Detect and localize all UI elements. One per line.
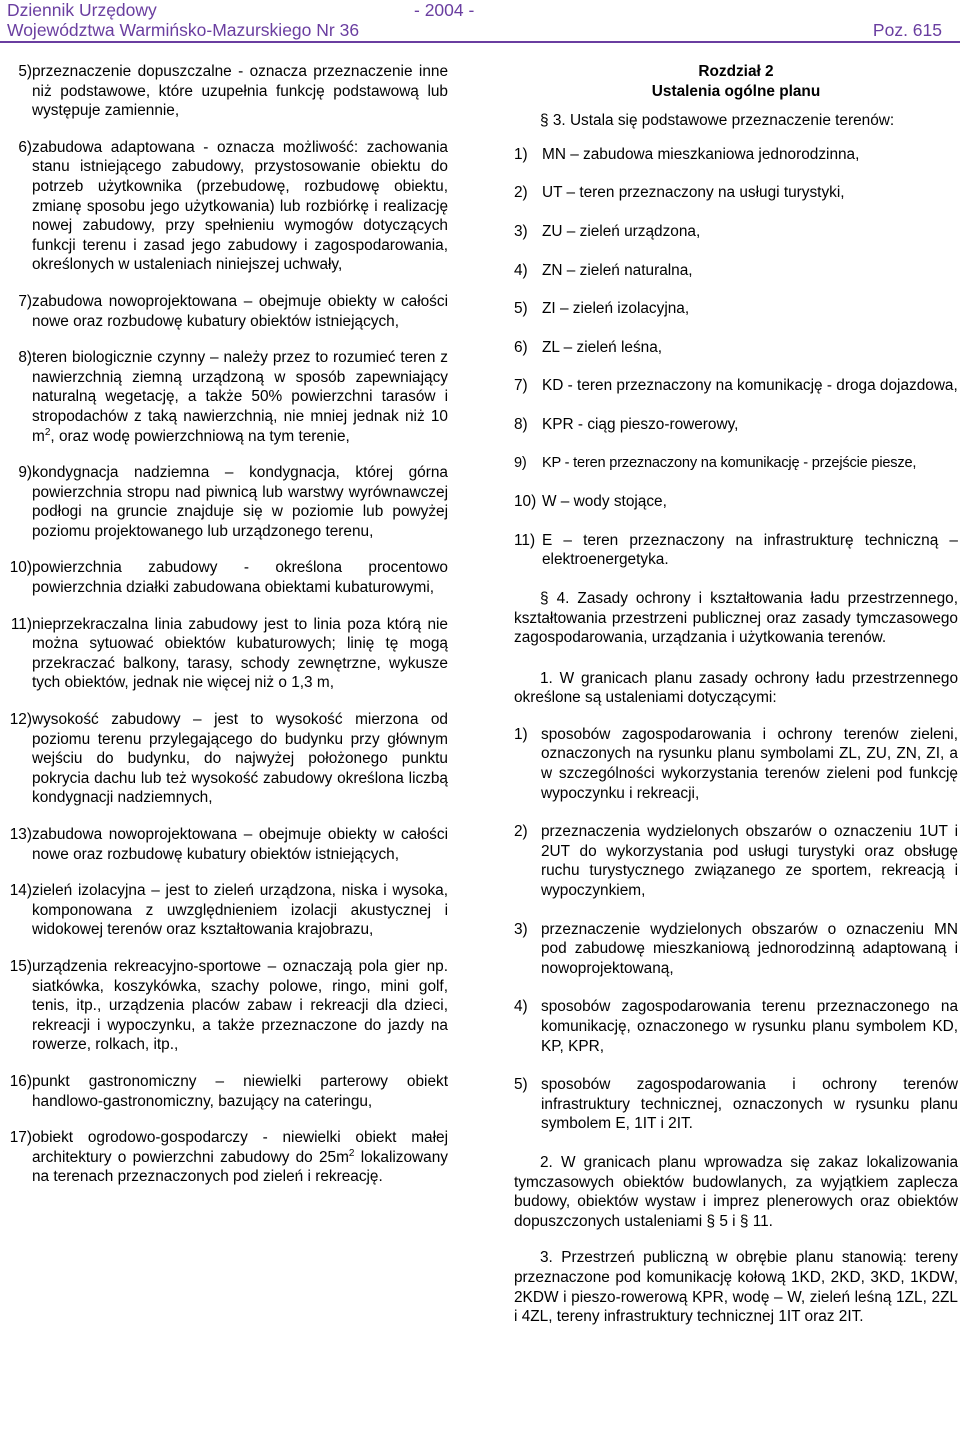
land-use-item: 10) W – wody stojące, (514, 493, 667, 511)
definition-item: 14) zieleń izolacyjna – jest to zieleń urządzona, niska i wysoka, komponowana z uwzględnieniem izolacji akustycznej i widokowej terenów oraz kształtowania krajobrazu, (9, 882, 448, 939)
header-rule (0, 41, 960, 43)
land-use-item: 3) ZU – zieleń urządzona, (514, 222, 701, 240)
rule-item: 1) sposobów zagospodarowania i ochrony terenów zieleni, oznaczonych na rysunku planu symbolami ZL, ZU, ZN, ZI, a w szczególności wykorzystania terenów zieleni pod funkcję wypoczynku i rekreacji, (514, 725, 958, 802)
rule-item: 3) przeznaczenie wydzielonych obszarów o oznaczeniu MN pod zabudowę mieszkaniową jednorodzinną adaptowaną i nowoprojektowaną, (514, 920, 958, 977)
left-column (9, 62, 448, 1204)
rule-item: 4) sposobów zagospodarowania terenu przeznaczonego na komunikację, oznaczonego w rysunku planu symbolem KD, KP, KPR, (514, 998, 958, 1055)
paragraph-4: § 4. Zasady ochrony i kształtowania ładu przestrzennego, kształtowania przestrzeni publicznej oraz zasady tymczasowego zagospodarowania, urządzania i użytkowania terenów. (514, 589, 958, 647)
right-column (514, 62, 958, 1341)
definition-item: 6) zabudowa adaptowana - oznacza możliwość: zachowania stanu istniejącego zabudowy, przystosowanie obiektu do potrzeb użytkownika (przebudowę, rozbudowę obiektu, zmianę sposobu jego użytkowania) lub rozbiórkę i realizację nowej zabudowy, przy spełnieniu wymogów dotyczących funkcji terenu i zasad jego zabudowy i zagospodarowania, określonych w ustaleniach niniejszej uchwały, (18, 138, 448, 274)
definition-item: 8) teren biologicznie czynny – należy przez to rozumieć teren z nawierzchnią ziemną urządzoną w sposób zapewniający naturalną wegetację, a także 50% powierzchni tarasów i stropodachów z taką nawierzchnią, nie mniej jednak niż 10 $m^2$, oraz wodę powierzchniową na tym terenie, (18, 349, 448, 445)
journal-title: Dziennik Urzędowy (7, 0, 157, 20)
definition-item: 9) kondygnacja nadziemna – kondygnacja, której górna powierzchnia stropu nad piwnicą lub warstwy wyrównawczej podłogi na gruncie znajduje się w poziomie lub powyżej poziomu projektowanego lub urządzonego terenu, (18, 464, 448, 540)
definition-item: 15) urządzenia rekreacyjno-sportowe – oznaczają pola gier np. siatkówka, koszykówka, szachy polowe, ringo, mini golf, tenis, itp., urządzenia placów zabaw i rekreacji dla dzieci, rekreacji i wypoczynku, a także przeznaczone do jazdy na rowerze, rolkach, itp., (9, 957, 448, 1054)
definition-item: 5) przeznaczenie dopuszczalne - oznacza przeznaczenie inne niż podstawowe, które uzupełnia funkcję podstawową lub występuje zamiennie, (18, 63, 448, 120)
definition-item: 13) zabudowa nowoprojektowana – obejmuje obiekty w całości nowe oraz rozbudowę kubatury obiektów istniejących, (9, 826, 448, 863)
land-use-item: 1) MN – zabudowa mieszkaniowa jednorodzinna, (514, 145, 860, 163)
definition-item: 10) powierzchnia zabudowy - określona procentowo powierzchnia działki zabudowana obiektami kubaturowymi, (9, 559, 448, 597)
land-use-item: 8) KPR - ciąg pieszo-rowerowy, (514, 415, 739, 433)
land-use-item: 11) E – teren przeznaczony na infrastrukturę techniczną – elektroenergetyka. (514, 531, 958, 569)
land-use-item: 9) KP - teren przeznaczony na komunikację - przejście piesze, (514, 454, 917, 471)
chapter-number: Rozdział 2 (698, 63, 774, 80)
paragraph-4-3: 3. Przestrzeń publiczną w obrębie planu stanowią: tereny przeznaczone pod komunikację kołową 1KD, 2KD, 3KD, 1KDW, 2KDW i pieszo-rowerową KPR, wodę – W, zieleń leśną 1ZL, 2ZL i 4ZL, tereny infrastruktury technicznej 1IT oraz 2IT. (514, 1249, 958, 1326)
definition-item: 17) obiekt ogrodowo-gospodarczy - niewielki obiekt małej architektury o powierzchni zabudowy do $25m^2$ lokalizowany na terenach przeznaczonych pod zieleń i rekreację. (9, 1129, 448, 1186)
land-use-item: 5) ZI – zieleń izolacyjna, (514, 300, 690, 318)
definition-item: 7) zabudowa nowoprojektowana – obejmuje obiekty w całości nowe oraz rozbudowę kubatury obiektów istniejących, (18, 292, 448, 330)
journal-subtitle: Województwa Warmińsko-Mazurskiego Nr 36 (7, 20, 360, 40)
paragraph-4-1: 1. W granicach planu zasady ochrony ładu przestrzennego określone są ustaleniami dotyczącymi: (514, 669, 958, 707)
paragraph-4-2: 2. W granicach planu wprowadza się zakaz lokalizowania tymczasowych obiektów budowlanych, za wyjątkiem zaplecza budowy, obiektów wystaw i imprez plenerowych oraz obiektów dopuszczonych ustaleniami § 5 i § 11. (514, 1153, 958, 1230)
paragraph-3: § 3. Ustala się podstawowe przeznaczenie terenów: (540, 112, 895, 130)
position-number: Poz. 615 (872, 20, 942, 40)
definition-item: 16) punkt gastronomiczny – niewielki parterowy obiekt handlowo-gastronomiczny, bazujący na cateringu, (9, 1072, 448, 1110)
definition-item: 11) nieprzekraczalna linia zabudowy jest to linia poza którą nie można sytuować obiektów kubaturowych; linię tę mogą przekraczać balkony, tarasy, schody zewnętrzne, wykusze tych obiektów, jednak nie więcej niż o 1,3 m, (10, 615, 448, 692)
rule-item: 5) sposobów zagospodarowania i ochrony terenów infrastruktury technicznej, oznaczonych w rysunku planu symbolem E, 1IT i 2IT. (514, 1076, 958, 1133)
land-use-item: 7) KD - teren przeznaczony na komunikację - droga dojazdowa, (514, 377, 958, 395)
definition-item: 12) wysokość zabudowy – jest to wysokość mierzona od poziomu terenu przylegającego do budynku przy głównym wejściu do budynku, do najwyżej położonego punktu pokrycia dachu lub też wysokość zabudowy określona liczbą kondygnacji nadziemnych, (9, 711, 448, 807)
land-use-item: 6) ZL – zieleń leśna, (514, 338, 663, 356)
land-use-item: 2) UT – teren przeznaczony na usługi turystyki, (514, 184, 845, 202)
chapter-title: Ustalenia ogólne planu (651, 82, 821, 100)
land-use-item: 4) ZN – zieleń naturalna, (514, 261, 693, 279)
rule-item: 2) przeznaczenia wydzielonych obszarów o oznaczeniu 1UT i 2UT do wykorzystania pod usługi turystyki oraz obsługę ruchu turystycznego związanego ze sportem, rekreacją i wypoczynkiem, (514, 823, 958, 900)
page-header (0, 0, 960, 41)
chapter-heading (514, 62, 958, 101)
page-number: - 2004 - (414, 0, 475, 20)
